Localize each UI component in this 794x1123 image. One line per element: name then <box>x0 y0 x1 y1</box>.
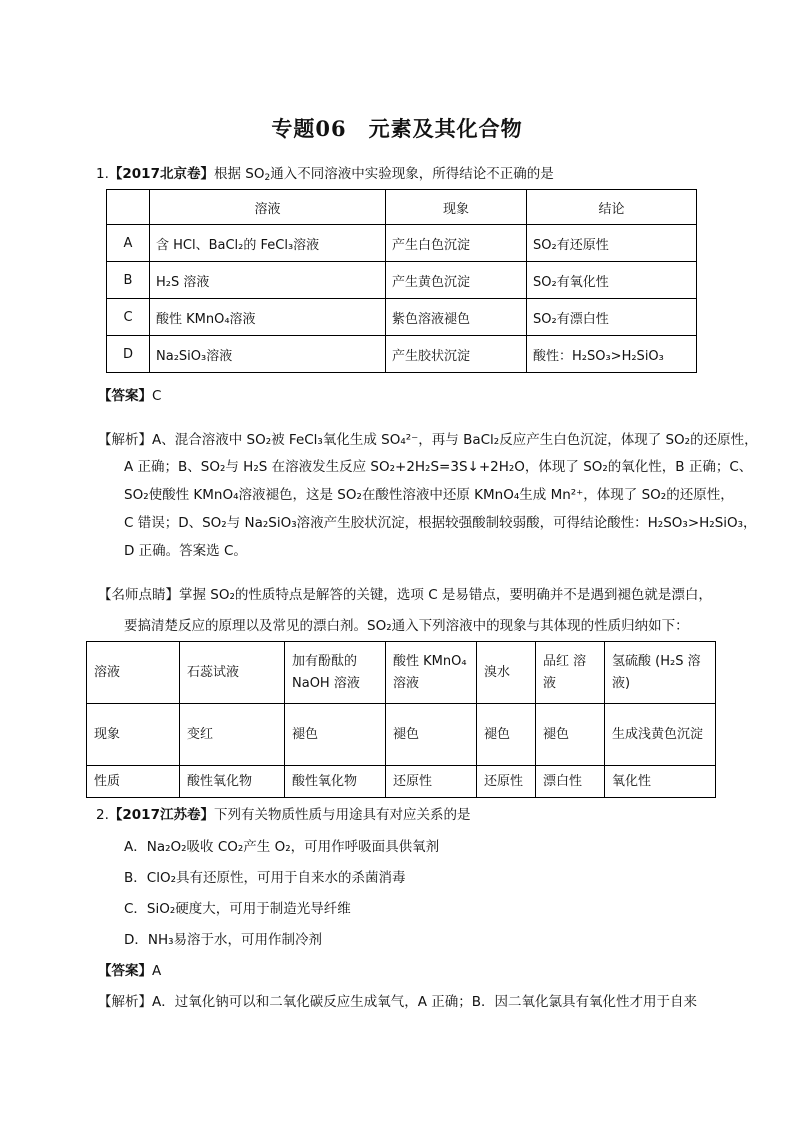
summary-cell: 溴水 <box>477 642 536 704</box>
q1-analysis-line-4: C 错误；D、SO₂与 Na₂SiO₃溶液产生胶状沉淀，根据较强酸制较弱酸，可得结论酸性：H₂SO₃>H₂SiO₃， <box>124 515 757 531</box>
row-solution: 酸性 KMnO₄溶液 <box>150 299 386 336</box>
row-phenomenon: 产生白色沉淀 <box>386 225 527 262</box>
row-solution: Na₂SiO₃溶液 <box>150 336 386 373</box>
q1-answer-label: 【答案】 <box>98 388 152 404</box>
row-phenomenon: 产生胶状沉淀 <box>386 336 527 373</box>
summary-cell: 氧化性 <box>605 766 716 798</box>
summary-cell: 现象 <box>87 704 180 766</box>
q1-tips-line-1: 【名师点睛】掌握 SO₂的性质特点是解答的关键，选项 C 是易错点，要明确并不是遇到褪色就是漂白， <box>98 587 712 603</box>
q1-answer-value: C <box>152 388 162 404</box>
q1-header-solution: 溶液 <box>150 190 386 225</box>
row-letter: C <box>107 299 150 336</box>
summary-cell: 酸性 KMnO₄ 溶液 <box>386 642 477 704</box>
summary-cell: 溶液 <box>87 642 180 704</box>
summary-cell: 生成浅黄色沉淀 <box>605 704 716 766</box>
row-conclusion: SO₂有还原性 <box>527 225 697 262</box>
row-conclusion: SO₂有氧化性 <box>527 262 697 299</box>
page-title: 专题06 元素及其化合物 <box>271 116 523 141</box>
q1-source: 【2017北京卷】 <box>108 166 214 182</box>
q1-tips-line-2: 要搞清楚反应的原理以及常见的漂白剂。SO₂通入下列溶液中的现象与其体现的性质归纳如下： <box>124 618 689 634</box>
q2-option-c: C．SiO₂硬度大，可用于制造光导纤维 <box>124 901 351 917</box>
q1-number: 1. <box>96 166 109 182</box>
q1-analysis-line-3: SO₂使酸性 KMnO₄溶液褪色，这是 SO₂在酸性溶液中还原 KMnO₄生成 Mn²⁺，体现了 SO₂的还原性， <box>124 487 734 503</box>
q1-analysis-line-1: 【解析】A、混合溶液中 SO₂被 FeCl₃氧化生成 SO₄²⁻，再与 BaCl₂反应产生白色沉淀，体现了 SO₂的还原性， <box>98 432 758 448</box>
row-letter: D <box>107 336 150 373</box>
table-row <box>87 642 716 704</box>
table-row <box>87 704 716 766</box>
q2-option-a: A．Na₂O₂吸收 CO₂产生 O₂，可用作呼吸面具供氧剂 <box>124 839 440 855</box>
q1-stem-b: 通入不同溶液中实验现象，所得结论不正确的是 <box>270 166 554 182</box>
row-solution: H₂S 溶液 <box>150 262 386 299</box>
summary-cell: 性质 <box>87 766 180 798</box>
q1-analysis-line-2: A 正确；B、SO₂与 H₂S 在溶液发生反应 SO₂+2H₂S=3S↓+2H₂O，体现了 SO₂的氧化性，B 正确；C、 <box>124 459 753 475</box>
table-row <box>107 225 697 262</box>
summary-cell: 加有酚酞的 NaOH 溶液 <box>285 642 386 704</box>
q1-stem-a: 根据 SO <box>213 166 265 182</box>
q2-answer-label: 【答案】 <box>98 963 152 979</box>
summary-cell: 漂白性 <box>536 766 605 798</box>
q2-source: 【2017江苏卷】 <box>108 807 214 823</box>
summary-cell: 变红 <box>180 704 285 766</box>
summary-table <box>86 641 716 798</box>
row-letter: A <box>107 225 150 262</box>
table-row <box>107 299 697 336</box>
table-row <box>107 262 697 299</box>
row-conclusion: 酸性：H₂SO₃>H₂SiO₃ <box>527 336 697 373</box>
summary-cell: 还原性 <box>386 766 477 798</box>
q2-number: 2. <box>96 807 109 823</box>
q1-answer <box>98 386 161 406</box>
row-letter: B <box>107 262 150 299</box>
row-phenomenon: 紫色溶液褪色 <box>386 299 527 336</box>
q2-stem-text: 下列有关物质性质与用途具有对应关系的是 <box>213 807 471 823</box>
q1-header-conclusion: 结论 <box>527 190 697 225</box>
summary-cell: 石蕊试液 <box>180 642 285 704</box>
q1-table-header-row <box>107 190 697 225</box>
table-row <box>87 766 716 798</box>
summary-cell: 还原性 <box>477 766 536 798</box>
row-phenomenon: 产生黄色沉淀 <box>386 262 527 299</box>
q2-option-b: B．ClO₂具有还原性，可用于自来水的杀菌消毒 <box>124 870 406 886</box>
q1-table-corner <box>107 190 150 225</box>
summary-cell: 酸性氧化物 <box>180 766 285 798</box>
q2-answer <box>98 961 161 981</box>
q2-answer-value: A <box>152 963 162 979</box>
summary-cell: 品红 溶液 <box>536 642 605 704</box>
summary-cell: 酸性氧化物 <box>285 766 386 798</box>
summary-cell: 褪色 <box>477 704 536 766</box>
row-conclusion: SO₂有漂白性 <box>527 299 697 336</box>
summary-cell: 褪色 <box>536 704 605 766</box>
q2-stem <box>96 805 470 825</box>
summary-cell: 褪色 <box>386 704 477 766</box>
q2-analysis: 【解析】A．过氧化钠可以和二氧化碳反应生成氧气，A 正确；B．因二氧化氯具有氧化性才用于自来 <box>98 994 698 1010</box>
row-solution: 含 HCl、BaCl₂的 FeCl₃溶液 <box>150 225 386 262</box>
q1-table <box>106 189 697 373</box>
q1-header-phenomenon: 现象 <box>386 190 527 225</box>
summary-cell: 氢硫酸 (H₂S 溶液) <box>605 642 716 704</box>
table-row <box>107 336 697 373</box>
q1-analysis-line-5: D 正确。答案选 C。 <box>124 543 247 559</box>
summary-cell: 褪色 <box>285 704 386 766</box>
q2-option-d: D．NH₃易溶于水，可用作制冷剂 <box>124 932 323 948</box>
q1-stem: 1.【2017北京卷】根据 $SO_2$通入不同溶液中实验现象，所得结论不正确的是 <box>96 166 554 183</box>
